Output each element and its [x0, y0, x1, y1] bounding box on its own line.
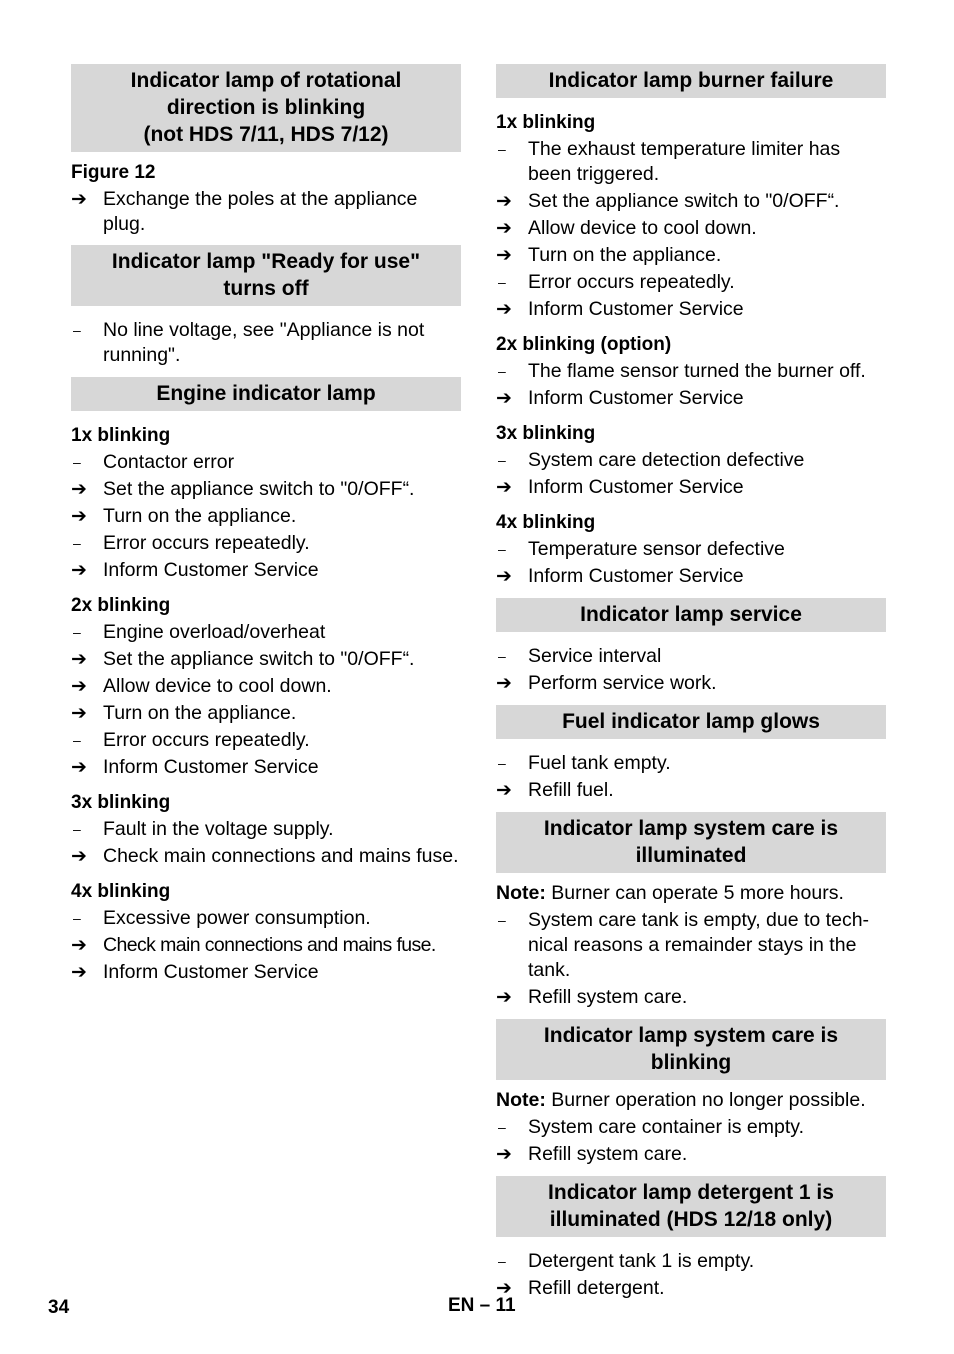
section-header-ready-for-use: Indicator lamp "Ready for use" turns off	[71, 245, 461, 306]
subheading-3x-blinking: 3x blinking	[71, 792, 171, 813]
list-item: – System care detection defective	[498, 449, 805, 471]
list-item: ➔ Refill detergent.	[496, 1277, 665, 1299]
dash-bullet: –	[498, 541, 506, 557]
subheading-4x-blinking: 4x blinking	[71, 881, 171, 902]
list-item: – Error occurs repeatedly.	[73, 729, 310, 751]
arrow-right-icon: ➔	[496, 299, 512, 320]
section-header-engine-indicator: Engine indicator lamp	[71, 377, 461, 411]
list-item: ➔ Perform service work.	[496, 672, 717, 694]
arrow-right-icon: ➔	[496, 673, 512, 694]
arrow-right-icon: ➔	[71, 479, 87, 500]
list-item: ➔ Check main connections and mains fuse.	[71, 934, 436, 956]
list-item: – No line voltage, see "Appliance is not running".	[73, 319, 425, 366]
section-header-detergent: Indicator lamp detergent 1 is illuminated (HDS 12/18 only)	[496, 1176, 886, 1237]
subheading-1x-blinking: 1x blinking	[71, 425, 171, 446]
arrow-right-icon: ➔	[71, 757, 87, 778]
dash-bullet: –	[73, 910, 81, 926]
list-item: – Fault in the voltage supply.	[73, 818, 334, 840]
figure-label: Figure 12	[71, 162, 156, 183]
dash-bullet: –	[498, 1119, 506, 1135]
dash-bullet: –	[73, 322, 81, 338]
subheading-2x-blinking: 2x blinking	[71, 595, 171, 616]
language-page-label: EN – 11	[448, 1295, 516, 1316]
list-item: ➔ Turn on the appliance.	[71, 702, 297, 724]
list-item: ➔ Allow device to cool down.	[71, 675, 332, 697]
arrow-right-icon: ➔	[496, 566, 512, 587]
list-item: – Detergent tank 1 is empty.	[498, 1250, 755, 1272]
list-item: – Error occurs repeatedly.	[73, 532, 310, 554]
list-item: ➔ Inform Customer Service	[496, 565, 744, 587]
section-header-rotational-direction: Indicator lamp of rotational direction is blinking (not HDS 7/11, HDS 7/12)	[71, 64, 461, 152]
list-item: ➔ Refill fuel.	[496, 779, 614, 801]
note: Note: Burner can operate 5 more hours.	[496, 882, 844, 904]
list-item: ➔ Inform Customer Service	[71, 756, 319, 778]
arrow-right-icon: ➔	[496, 245, 512, 266]
list-item: – System care tank is empty, due to tech-nical reasons a remainder stays in the tank.	[498, 909, 870, 981]
list-item: ➔ Allow device to cool down.	[496, 217, 757, 239]
arrow-right-icon: ➔	[496, 987, 512, 1008]
dash-bullet: –	[498, 912, 506, 928]
arrow-right-icon: ➔	[496, 780, 512, 801]
arrow-right-icon: ➔	[71, 935, 87, 956]
dash-bullet: –	[73, 535, 81, 551]
list-item: – Error occurs repeatedly.	[498, 271, 735, 293]
arrow-right-icon: ➔	[496, 191, 512, 212]
section-header-burner-failure: Indicator lamp burner failure	[496, 64, 886, 98]
list-item: ➔ Exchange the poles at the appliance plug.	[71, 188, 418, 235]
arrow-right-icon: ➔	[71, 676, 87, 697]
arrow-right-icon: ➔	[71, 189, 87, 210]
arrow-right-icon: ➔	[496, 477, 512, 498]
right-column	[496, 64, 886, 1301]
arrow-right-icon: ➔	[496, 218, 512, 239]
section-header-fuel: Fuel indicator lamp glows	[496, 705, 886, 739]
dash-bullet: –	[498, 648, 506, 664]
arrow-right-icon: ➔	[496, 1144, 512, 1165]
dash-bullet: –	[73, 454, 81, 470]
dash-bullet: –	[498, 755, 506, 771]
list-item: – Fuel tank empty.	[498, 752, 671, 774]
list-item: ➔ Inform Customer Service	[71, 559, 319, 581]
dash-bullet: –	[73, 821, 81, 837]
list-item: – Service interval	[498, 645, 662, 667]
dash-bullet: –	[498, 141, 506, 157]
list-item: – Engine overload/overheat	[73, 621, 326, 643]
arrow-right-icon: ➔	[71, 846, 87, 867]
arrow-right-icon: ➔	[71, 560, 87, 581]
list-item: – System care container is empty.	[498, 1116, 804, 1138]
list-item: ➔ Set the appliance switch to "0/OFF“.	[71, 478, 415, 500]
list-item: – The flame sensor turned the burner off.	[498, 360, 866, 382]
subheading-3x-blinking: 3x blinking	[496, 423, 596, 444]
list-item: ➔ Turn on the appliance.	[71, 505, 297, 527]
dash-bullet: –	[498, 274, 506, 290]
list-item: – The exhaust temperature limiter has been triggered.	[498, 138, 841, 185]
section-header-system-care-illuminated: Indicator lamp system care is illuminated	[496, 812, 886, 873]
arrow-right-icon: ➔	[71, 962, 87, 983]
list-item: ➔ Inform Customer Service	[496, 476, 744, 498]
subheading-1x-blinking: 1x blinking	[496, 112, 596, 133]
section-header-system-care-blinking: Indicator lamp system care is blinking	[496, 1019, 886, 1080]
list-item: ➔ Inform Customer Service	[71, 961, 319, 983]
subheading-2x-blinking-option: 2x blinking (option)	[496, 334, 672, 355]
list-item: ➔ Turn on the appliance.	[496, 244, 722, 266]
subheading-4x-blinking: 4x blinking	[496, 512, 596, 533]
arrow-right-icon: ➔	[71, 649, 87, 670]
list-item: ➔ Set the appliance switch to "0/OFF“.	[496, 190, 840, 212]
list-item: ➔ Inform Customer Service	[496, 387, 744, 409]
dash-bullet: –	[73, 624, 81, 640]
page-number: 34	[48, 1297, 70, 1318]
list-item: ➔ Set the appliance switch to "0/OFF“.	[71, 648, 415, 670]
list-item: – Temperature sensor defective	[498, 538, 785, 560]
dash-bullet: –	[498, 1253, 506, 1269]
dash-bullet: –	[498, 363, 506, 379]
list-item: – Excessive power consumption.	[73, 907, 371, 929]
arrow-right-icon: ➔	[71, 506, 87, 527]
section-header-service: Indicator lamp service	[496, 598, 886, 632]
list-item: ➔ Refill system care.	[496, 986, 688, 1008]
dash-bullet: –	[73, 732, 81, 748]
arrow-right-icon: ➔	[496, 1278, 512, 1299]
list-item: – Contactor error	[73, 451, 235, 473]
list-item: ➔ Check main connections and mains fuse.	[71, 845, 459, 867]
note: Note: Burner operation no longer possible.	[496, 1089, 866, 1111]
list-item: ➔ Refill system care.	[496, 1143, 688, 1165]
arrow-right-icon: ➔	[71, 703, 87, 724]
dash-bullet: –	[498, 452, 506, 468]
left-column	[71, 64, 461, 985]
arrow-right-icon: ➔	[496, 388, 512, 409]
list-item: ➔ Inform Customer Service	[496, 298, 744, 320]
